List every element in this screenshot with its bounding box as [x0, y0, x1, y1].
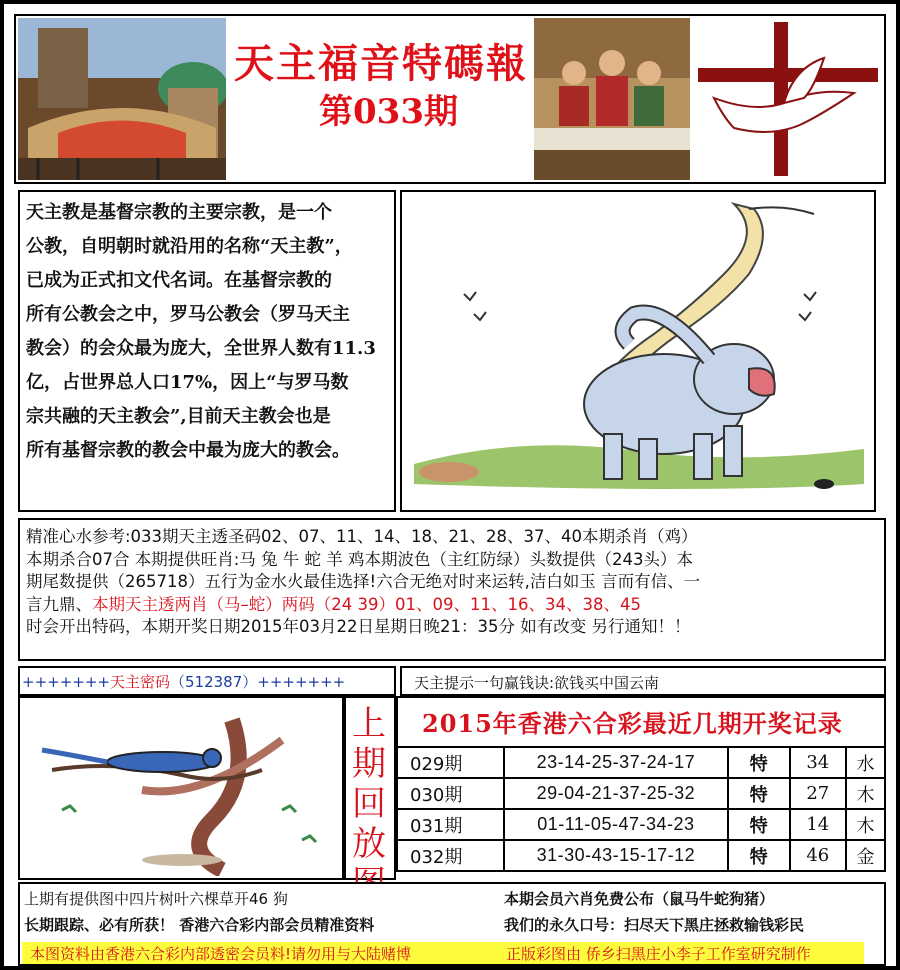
intro-line: 宗共融的天主教会”,目前天主教会也是 [26, 406, 331, 427]
intro-line: 公教，自明朝时就沿用的名称“天主教”， [26, 236, 353, 257]
record-te: 特 [728, 778, 790, 809]
mima-code: （512387） [170, 673, 258, 691]
banner-right: 正版彩图由 侨乡扫黑庄小李子工作室研究制作 [506, 945, 811, 963]
record-special: 46 [790, 840, 846, 871]
record-special: 14 [790, 809, 846, 840]
record-element: 金 [846, 840, 885, 871]
replay-char: 期 [352, 744, 386, 784]
record-element: 木 [846, 809, 885, 840]
footer-right-1: 本期会员六肖免费公布（鼠马牛蛇狗猪） [504, 890, 775, 908]
footer-left-1: 上期有提供图中四片树叶六棵草开46 狗 [24, 890, 288, 908]
issue-number: 第033期 [319, 92, 458, 132]
table-row [397, 809, 885, 840]
notice-line-red: 本期天主透两肖（马–蛇）两码（24 39）01、09、11、16、34、38、45 [92, 594, 641, 614]
notice-line [26, 594, 882, 617]
lizard-branch-cartoon [22, 700, 340, 876]
record-special: 34 [790, 747, 846, 778]
footer-left-2: 长期跟踪、必有所获！ 香港六合彩内部会员精准资料 [24, 916, 375, 934]
newspaper-title: 天主福音特碼報 [234, 40, 528, 87]
notice-line: 精准心水参考:033期天主透圣码02、07、11、14、18、21、28、37、40本期杀肖（鸡） [26, 527, 698, 546]
records-title: 2015年香港六合彩最近几期开奖记录 [422, 709, 843, 738]
intro-line: 所有基督宗教的教会中最为庞大的教会。 [26, 440, 350, 461]
notice-text [26, 526, 882, 639]
intro-text [26, 196, 396, 468]
replay-char: 放 [352, 824, 386, 864]
secret-code [22, 671, 345, 692]
newspaper-page [4, 4, 896, 966]
cathedral-photo [18, 18, 226, 180]
mima-suffix: +++++++ [257, 673, 346, 691]
record-issue: 029期 [397, 747, 504, 778]
elephant-cartoon [404, 194, 872, 508]
draw-records-table [396, 746, 886, 872]
record-numbers: 23-14-25-37-24-17 [504, 747, 728, 778]
record-te: 特 [728, 840, 790, 871]
footer-right-2: 我们的永久口号：扫尽天下黑庄拯救输钱彩民 [504, 916, 805, 934]
notice-line: 期尾数提供（265718）五行为金水火最佳选择!六合无绝对时来运转,洁白如玉 言而有信、一 [26, 572, 701, 591]
last-supper-painting [534, 18, 690, 180]
notice-line: 时会开出特码，本期开奖日期2015年03月22日星期日晚21：35分 如有改变 另行通知！！ [26, 617, 691, 636]
intro-line: 已成为正式扣文代名词。在基督宗教的 [26, 270, 332, 291]
mima-label: 天主密码 [109, 673, 170, 691]
record-issue: 031期 [397, 809, 504, 840]
record-element: 木 [846, 778, 885, 809]
intro-line: 教会）的会众最为庞大，全世界人数有11.3 [26, 338, 376, 359]
table-row [397, 747, 885, 778]
intro-line: 天主教是基督宗教的主要宗教，是一个 [26, 202, 332, 223]
intro-line: 所有公教会之中，罗马公教会（罗马天主 [26, 304, 350, 325]
notice-line-black: 言九鼎、 [26, 594, 92, 614]
win-hint: 天主提示一句赢钱诀:欲钱买中国云南 [414, 674, 660, 692]
table-row [397, 778, 885, 809]
disclaimer-banner [22, 942, 864, 964]
replay-char: 回 [352, 784, 386, 824]
intro-line: 亿，占世界总人口17%，因上“与罗马数 [26, 372, 349, 393]
table-row [397, 840, 885, 871]
record-issue: 030期 [397, 778, 504, 809]
cross-dove-graphic [694, 18, 882, 180]
record-numbers: 29-04-21-37-25-32 [504, 778, 728, 809]
mima-prefix: +++++++ [22, 673, 110, 691]
record-element: 水 [846, 747, 885, 778]
banner-left: 本图资料由香港六合彩内部透密会员料!请勿用与大陆赌博 [30, 945, 412, 963]
notice-line: 本期杀合07合 本期提供旺肖:马 兔 牛 蛇 羊 鸡本期波色（主红防绿）头数提供（243头）本 [26, 549, 694, 569]
record-numbers: 01-11-05-47-34-23 [504, 809, 728, 840]
last-issue-replay-label [348, 704, 390, 904]
record-special: 27 [790, 778, 846, 809]
record-te: 特 [728, 809, 790, 840]
record-numbers: 31-30-43-15-17-12 [504, 840, 728, 871]
record-issue: 032期 [397, 840, 504, 871]
record-te: 特 [728, 747, 790, 778]
replay-char: 上 [352, 704, 386, 744]
